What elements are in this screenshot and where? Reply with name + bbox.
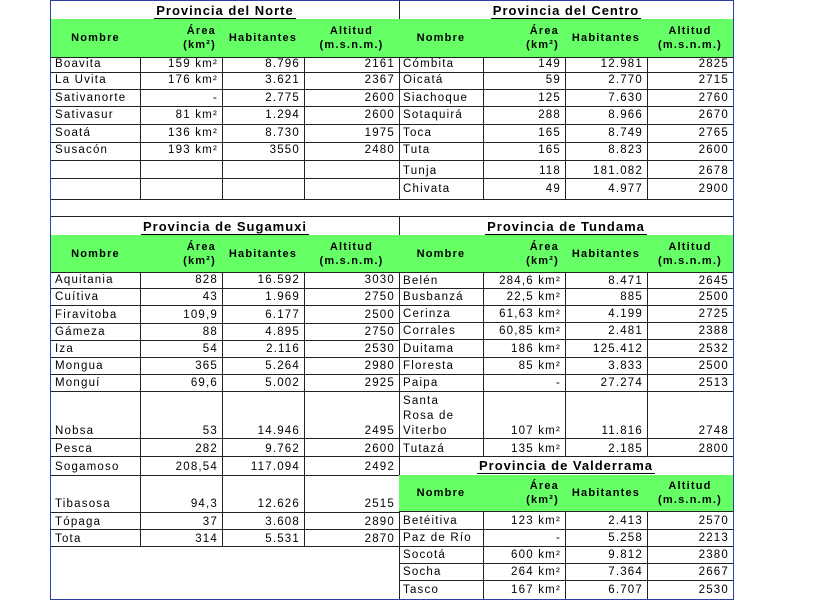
norte-cell-area: 159 km²	[168, 58, 218, 70]
centro-cell-nombre: Oicatá	[403, 74, 444, 86]
centro-header-habitantes: Habitantes	[571, 32, 641, 44]
tundama-cell-altitud: 2748	[698, 425, 729, 437]
tundama-cell-area: 135 km²	[511, 443, 561, 455]
sugamuxi-cell-habitantes: 14.946	[257, 425, 300, 437]
sugamuxi-header-area: Área	[186, 240, 216, 253]
sugamuxi-cell-area: 828	[195, 274, 218, 286]
valderrama-title	[399, 458, 733, 474]
tundama-cell-altitud: 2500	[698, 291, 729, 303]
valderrama-cell-area: 264 km²	[511, 566, 561, 578]
tundama-header-altitud: (m.s.n.m.)	[658, 254, 722, 267]
norte-cell-habitantes: 3.621	[265, 74, 300, 86]
valderrama-cell-area: 167 km²	[511, 584, 561, 596]
centro-cell-nombre: Siachoque	[403, 92, 469, 104]
tundama-header-area: (km²)	[526, 254, 559, 267]
valderrama-header-nombre: Nombre	[416, 487, 466, 499]
sugamuxi-header-altitud: (m.s.n.m.)	[319, 254, 384, 267]
sugamuxi-cell-altitud: 2750	[364, 326, 395, 338]
tundama-header-habitantes: Habitantes	[571, 247, 641, 260]
sugamuxi-cell-habitantes: 5.531	[265, 533, 300, 545]
sugamuxi-cell-nombre: Tota	[55, 533, 82, 545]
sugamuxi-cell-area: 43	[202, 291, 218, 303]
sugamuxi-cell-area: 314	[195, 533, 218, 545]
valderrama-cell-area: 123 km²	[511, 515, 561, 527]
norte-header-habitantes: Habitantes	[228, 32, 298, 44]
centro-cell-nombre: Cómbita	[403, 58, 455, 70]
sugamuxi-cell-altitud: 2500	[364, 309, 395, 321]
valderrama-cell-altitud: 2380	[698, 549, 729, 561]
norte-cell-altitud: 2367	[364, 74, 395, 86]
row-divider	[51, 216, 733, 217]
tundama-cell-habitantes: 2.185	[608, 443, 643, 455]
sugamuxi-cell-habitantes: 9.762	[265, 443, 300, 455]
sugamuxi-cell-nombre: Nobsa	[55, 425, 95, 437]
valderrama-cell-nombre: Tasco	[403, 584, 440, 596]
sugamuxi-cell-area: 365	[195, 360, 218, 372]
centro-cell-altitud: 2670	[698, 109, 729, 121]
row-divider	[51, 199, 733, 200]
sugamuxi-cell-area: 54	[202, 343, 218, 355]
tundama-cell-nombre: Rosa de	[403, 410, 455, 422]
valderrama-header-row	[399, 475, 733, 511]
centro-header-altitud: Altitud	[668, 25, 712, 37]
tundama-cell-nombre: Busbanzá	[403, 291, 464, 303]
tundama-cell-habitantes: 3.833	[608, 360, 643, 372]
norte-cell-area: 176 km²	[168, 74, 218, 86]
centro-cell-area: 49	[545, 183, 561, 195]
tundama-header-area: Área	[529, 240, 559, 253]
valderrama-cell-habitantes: 5.258	[608, 532, 643, 544]
tundama-cell-habitantes: 885	[620, 291, 643, 303]
norte-cell-nombre: Susacón	[55, 144, 109, 156]
tundama-title-text: Provincia de Tundama	[487, 219, 645, 234]
sugamuxi-cell-habitantes: 5.002	[265, 377, 300, 389]
tundama-cell-altitud: 2388	[698, 325, 729, 337]
sugamuxi-cell-altitud: 2515	[364, 498, 395, 510]
sugamuxi-cell-habitantes: 16.592	[257, 274, 300, 286]
tundama-cell-habitantes: 27.274	[600, 377, 643, 389]
tundama-cell-area: -	[555, 377, 561, 389]
sugamuxi-cell-area: 282	[195, 443, 218, 455]
centro-cell-altitud: 2715	[698, 74, 729, 86]
sugamuxi-cell-altitud: 2980	[364, 360, 395, 372]
valderrama-cell-nombre: Paz de Río	[403, 532, 472, 544]
norte-cell-area: 136 km²	[168, 127, 218, 139]
sugamuxi-cell-habitantes: 12.626	[257, 498, 300, 510]
sugamuxi-cell-habitantes: 3.608	[265, 516, 300, 528]
valderrama-cell-altitud: 2213	[698, 532, 729, 544]
sugamuxi-cell-nombre: Sogamoso	[55, 461, 120, 473]
tundama-cell-altitud: 2500	[698, 360, 729, 372]
tundama-cell-nombre: Corrales	[403, 325, 457, 337]
tundama-cell-area: 60,85 km²	[499, 325, 561, 337]
centro-cell-habitantes: 8.823	[608, 144, 643, 156]
tundama-cell-area: 22,5 km²	[506, 291, 561, 303]
centro-cell-habitantes: 4.977	[608, 183, 643, 195]
row-divider	[51, 178, 399, 179]
norte-cell-area: 81 km²	[175, 109, 218, 121]
sugamuxi-cell-altitud: 2870	[364, 533, 395, 545]
centro-cell-area: 149	[538, 58, 561, 70]
sugamuxi-header-area: (km²)	[183, 254, 216, 267]
centro-header-area: (km²)	[526, 39, 559, 51]
centro-cell-altitud: 2600	[698, 144, 729, 156]
valderrama-cell-area: -	[555, 532, 561, 544]
tundama-header-altitud: Altitud	[668, 240, 712, 253]
centro-header-area: Área	[529, 25, 559, 37]
sugamuxi-header-habitantes: Habitantes	[228, 247, 298, 260]
centro-cell-nombre: Sotaquirá	[403, 109, 464, 121]
valderrama-cell-nombre: Betéitiva	[403, 515, 458, 527]
tundama-cell-nombre: Duitama	[403, 343, 455, 355]
tundama-cell-area: 107 km²	[511, 425, 561, 437]
valderrama-cell-habitantes: 6.707	[608, 584, 643, 596]
row-divider	[50, 0, 733, 1]
norte-cell-nombre: Sativasur	[55, 109, 114, 121]
centro-header-row	[399, 19, 733, 57]
norte-cell-area: -	[212, 92, 218, 104]
row-divider	[51, 160, 399, 161]
norte-cell-habitantes: 3550	[269, 144, 300, 156]
valderrama-cell-nombre: Socotá	[403, 549, 447, 561]
sugamuxi-cell-nombre: Mongua	[55, 360, 104, 372]
sugamuxi-cell-nombre: Gámeza	[55, 326, 106, 338]
norte-cell-nombre: Boavita	[55, 58, 102, 70]
sugamuxi-title	[51, 219, 399, 235]
centro-title	[399, 3, 733, 19]
valderrama-cell-area: 600 km²	[511, 549, 561, 561]
tundama-title	[399, 219, 733, 235]
sugamuxi-cell-nombre: Firavitoba	[55, 309, 118, 321]
sugamuxi-cell-nombre: Pesca	[55, 443, 93, 455]
valderrama-cell-nombre: Socha	[403, 566, 442, 578]
valderrama-header-altitud: Altitud	[668, 480, 712, 492]
norte-cell-nombre: Soatá	[55, 127, 92, 139]
tundama-cell-nombre: Belén	[403, 275, 439, 287]
norte-header-area: (km²)	[183, 39, 216, 51]
valderrama-header-area: (km²)	[526, 494, 559, 506]
sugamuxi-cell-habitantes: 1.969	[265, 291, 300, 303]
centro-cell-nombre: Tuta	[403, 144, 431, 156]
centro-cell-altitud: 2765	[698, 127, 729, 139]
valderrama-header-altitud: (m.s.n.m.)	[658, 494, 722, 506]
tundama-cell-nombre: Floresta	[403, 360, 455, 372]
norte-cell-habitantes: 8.796	[265, 58, 300, 70]
sugamuxi-cell-nombre: Tibasosa	[55, 498, 111, 510]
sugamuxi-cell-habitantes: 117.094	[250, 461, 300, 473]
sugamuxi-cell-nombre: Aquitania	[55, 274, 114, 286]
sugamuxi-cell-nombre: Monguí	[55, 377, 101, 389]
valderrama-cell-altitud: 2530	[698, 584, 729, 596]
sugamuxi-cell-altitud: 2890	[364, 516, 395, 528]
tundama-cell-altitud: 2645	[698, 275, 729, 287]
norte-header-altitud: Altitud	[329, 25, 374, 37]
centro-cell-altitud: 2825	[698, 58, 729, 70]
norte-header-row	[51, 19, 399, 57]
tundama-cell-nombre: Tutazá	[403, 443, 445, 455]
valderrama-cell-altitud: 2667	[698, 566, 729, 578]
sugamuxi-cell-nombre: Cuítiva	[55, 291, 100, 303]
valderrama-cell-habitantes: 9.812	[608, 549, 643, 561]
sugamuxi-cell-altitud: 2750	[364, 291, 395, 303]
sugamuxi-cell-altitud: 2925	[364, 377, 395, 389]
centro-cell-area: 125	[538, 92, 561, 104]
sugamuxi-cell-area: 69,6	[190, 377, 218, 389]
tundama-cell-area: 284,6 km²	[499, 275, 561, 287]
sugamuxi-cell-altitud: 2530	[364, 343, 395, 355]
norte-cell-altitud: 2480	[364, 144, 395, 156]
centro-cell-altitud: 2760	[698, 92, 729, 104]
norte-cell-nombre: Sativanorte	[55, 92, 127, 104]
sugamuxi-cell-altitud: 2492	[364, 461, 395, 473]
centro-cell-habitantes: 8.749	[608, 127, 643, 139]
sugamuxi-cell-altitud: 3030	[364, 274, 395, 286]
tundama-cell-nombre: Paipa	[403, 377, 439, 389]
norte-header-altitud: (m.s.n.m.)	[319, 39, 384, 51]
centro-cell-area: 59	[545, 74, 561, 86]
sugamuxi-header-nombre: Nombre	[71, 247, 120, 260]
norte-cell-nombre: La Uvita	[55, 74, 107, 86]
centro-cell-altitud: 2678	[698, 165, 729, 177]
centro-cell-altitud: 2900	[698, 183, 729, 195]
norte-cell-habitantes: 8.730	[265, 127, 300, 139]
norte-cell-altitud: 2161	[364, 58, 395, 70]
valderrama-cell-altitud: 2570	[698, 515, 729, 527]
norte-header-nombre: Nombre	[71, 32, 120, 44]
sugamuxi-cell-habitantes: 6.177	[265, 309, 300, 321]
centro-header-nombre: Nombre	[416, 32, 466, 44]
sugamuxi-cell-habitantes: 5.264	[265, 360, 300, 372]
tundama-cell-altitud: 2725	[698, 308, 729, 320]
valderrama-title-text: Provincia de Valderrama	[478, 458, 654, 473]
centro-cell-habitantes: 181.082	[593, 165, 643, 177]
tundama-cell-habitantes: 2.481	[608, 325, 643, 337]
tundama-cell-altitud: 2800	[698, 443, 729, 455]
centro-cell-nombre: Toca	[403, 127, 433, 139]
centro-cell-area: 118	[539, 165, 561, 177]
sugamuxi-cell-altitud: 2600	[364, 443, 395, 455]
norte-cell-altitud: 2600	[364, 109, 395, 121]
norte-cell-area: 193 km²	[168, 144, 218, 156]
tundama-header-row	[399, 235, 733, 272]
tundama-cell-area: 61,63 km²	[499, 308, 561, 320]
tundama-cell-habitantes: 125.412	[593, 343, 643, 355]
centro-cell-area: 288	[538, 109, 561, 121]
sugamuxi-cell-nombre: Iza	[55, 343, 74, 355]
centro-title-text: Provincia del Centro	[492, 3, 640, 18]
sugamuxi-cell-area: 88	[202, 326, 218, 338]
valderrama-cell-habitantes: 2.413	[608, 515, 643, 527]
sugamuxi-cell-area: 109,9	[183, 309, 218, 321]
centro-cell-nombre: Tunja	[403, 165, 438, 177]
norte-title-text: Provincia del Norte	[156, 3, 294, 18]
norte-cell-altitud: 1975	[364, 127, 395, 139]
tundama-cell-nombre: Cerinza	[403, 308, 452, 320]
tundama-cell-area: 186 km²	[511, 343, 561, 355]
centro-cell-habitantes: 12.981	[600, 58, 643, 70]
tundama-cell-habitantes: 11.816	[601, 425, 643, 437]
sugamuxi-header-altitud: Altitud	[329, 240, 374, 253]
norte-cell-altitud: 2600	[364, 92, 395, 104]
sugamuxi-cell-habitantes: 2.116	[266, 343, 300, 355]
tundama-cell-area: 85 km²	[518, 360, 561, 372]
centro-cell-area: 165	[538, 144, 561, 156]
row-divider	[399, 511, 733, 512]
sugamuxi-cell-nombre: Tópaga	[55, 516, 102, 528]
tundama-header-nombre: Nombre	[416, 247, 466, 260]
centro-cell-habitantes: 7.630	[608, 92, 643, 104]
valderrama-header-area: Área	[529, 480, 559, 492]
centro-cell-area: 165	[538, 127, 561, 139]
row-divider	[399, 160, 733, 161]
sugamuxi-title-text: Provincia de Sugamuxi	[142, 219, 308, 234]
tundama-cell-habitantes: 4.199	[608, 308, 643, 320]
sugamuxi-cell-area: 53	[202, 425, 218, 437]
sugamuxi-cell-area: 37	[202, 516, 218, 528]
tundama-cell-nombre: Viterbo	[403, 425, 448, 437]
tundama-cell-habitantes: 8.471	[608, 275, 643, 287]
norte-cell-habitantes: 2.775	[265, 92, 300, 104]
centro-cell-habitantes: 8.966	[608, 109, 643, 121]
sugamuxi-cell-area: 208,54	[175, 461, 218, 473]
norte-header-area: Área	[186, 25, 216, 37]
centro-cell-habitantes: 2.770	[608, 74, 643, 86]
norte-cell-habitantes: 1.294	[265, 109, 300, 121]
sugamuxi-header-row	[51, 235, 399, 272]
centro-cell-nombre: Chivata	[403, 183, 451, 195]
centro-header-altitud: (m.s.n.m.)	[658, 39, 722, 51]
valderrama-cell-habitantes: 7.364	[608, 566, 643, 578]
sugamuxi-cell-habitantes: 4.895	[265, 326, 300, 338]
tundama-cell-nombre: Santa	[403, 395, 440, 407]
tundama-cell-altitud: 2532	[698, 343, 729, 355]
tundama-cell-altitud: 2513	[698, 377, 729, 389]
norte-title	[51, 3, 399, 19]
sugamuxi-cell-area: 94,3	[190, 498, 218, 510]
valderrama-header-habitantes: Habitantes	[571, 487, 641, 499]
sugamuxi-cell-altitud: 2495	[364, 425, 395, 437]
